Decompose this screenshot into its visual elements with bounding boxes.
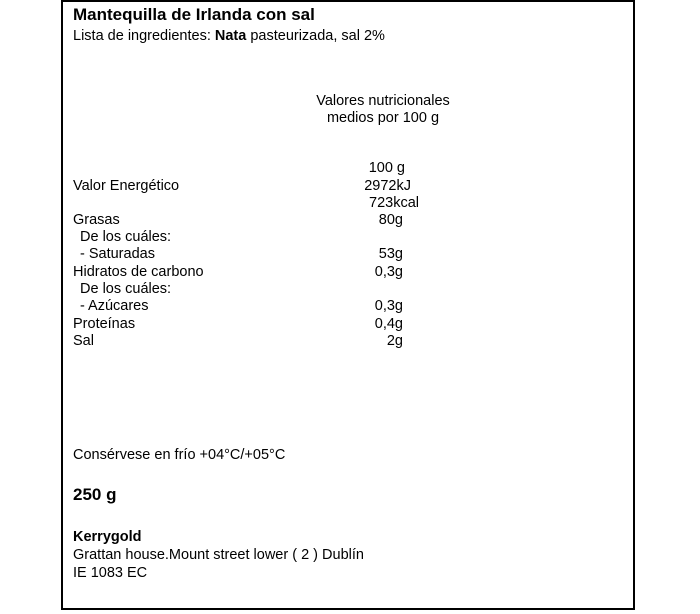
nutrition-row-label: Proteínas [73, 316, 136, 332]
nutrition-header-line1: Valores nutricionales [316, 93, 450, 109]
nutrition-row-value: 53g [378, 246, 403, 262]
nutrition-row-value: 80g [378, 212, 403, 228]
ingredient-highlight: Nata [214, 28, 247, 44]
net-weight: 250 g [73, 485, 117, 504]
ingredients-line [73, 28, 385, 45]
storage-instructions: Consérvese en frío +04°C/+05°C [73, 447, 286, 463]
nutrition-row-label: Valor Energético [73, 178, 180, 194]
ingredients-prefix: Lista de ingredientes: [73, 28, 211, 44]
company-code: IE 1083 EC [73, 565, 148, 581]
nutrition-row-label: - Azúcares [80, 298, 149, 314]
nutrition-row-value: 0,4g [374, 316, 403, 332]
nutrition-row-value: 2972kJ [364, 178, 411, 194]
company-name: Kerrygold [73, 529, 142, 545]
nutrition-column-header: 100 g [368, 160, 405, 176]
company-address: Grattan house.Mount street lower ( 2 ) Dublín [73, 547, 364, 563]
nutrition-row-label: De los cuáles: [80, 281, 172, 297]
nutrition-row-value: 2g [386, 333, 403, 349]
nutrition-row-label: Grasas [73, 212, 120, 228]
nutrition-header-line2: medios por 100 g [326, 110, 440, 126]
nutrition-row-label: Hidratos de carbono [73, 264, 204, 280]
product-title: Mantequilla de Irlanda con sal [73, 5, 315, 24]
nutrition-row-value: 0,3g [374, 298, 403, 314]
nutrition-row-value: 723kcal [369, 195, 419, 211]
nutrition-row-label: Sal [73, 333, 94, 349]
nutrition-row-value: 0,3g [374, 264, 403, 280]
nutrition-row-label: De los cuáles: [80, 229, 172, 245]
nutrition-row-label: - Saturadas [80, 246, 155, 262]
ingredients-rest: pasteurizada, sal 2% [250, 28, 385, 44]
